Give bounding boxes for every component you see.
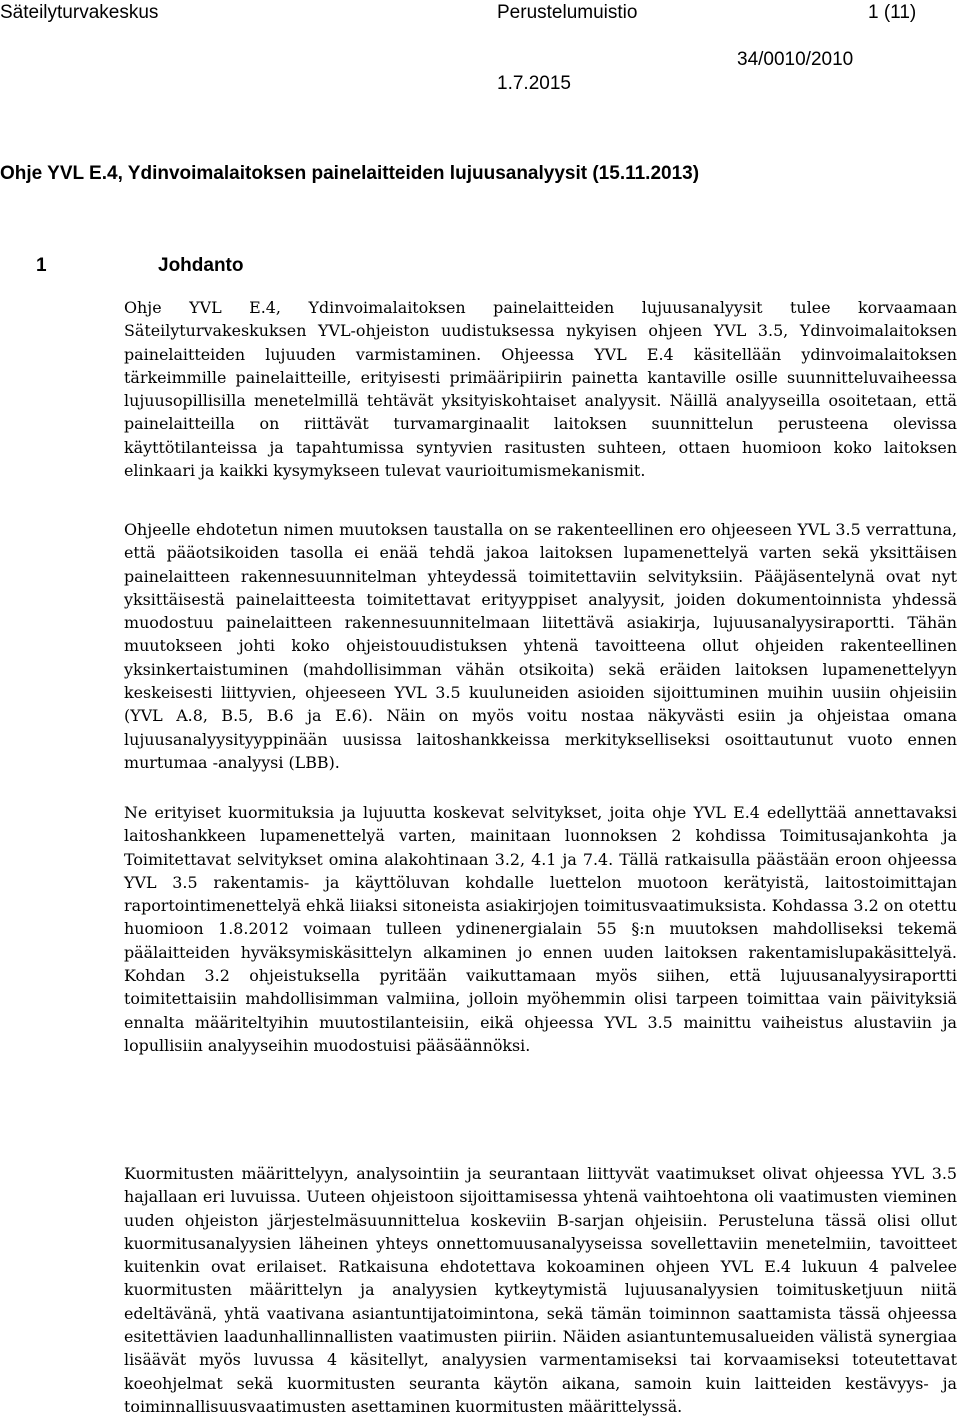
header-document-type: Perustelumuistio	[497, 2, 638, 23]
paragraph: Ne erityiset kuormituksia ja lujuutta koskevat selvitykset, joita ohje YVL E.4 edellyttää annettavaksi laitoshankkeen lupamenettelyä varten, mainitaan luonnoksen 2 kohdissa Toimitusajankohta ja Toimitettavat selvitykset omina alakohtinaan 3.2, 4.1 ja 7.4. Tällä ratkaisulla päästään eroon ohjeessa YVL 3.5 rakentamis- ja käyttöluvan kohdalle luettelon muotoon kerätyistä, laitostoimittajan raportointimenettelyä ehkä liiaksi sitoneista asiakirjojen toimitusvaatimuksista. Kohdassa 3.2 on otettu huomioon 1.8.2012 voimaan tulleen ydinenergialain 55 §:n muutoksen mahdolliseksi tekemä päälaitteiden hyväksymiskäsittelyn alkaminen jo ennen uuden laitoksen rakentamislupakäsittelyä. Kohdan 3.2 ohjeistuksella pyritään vaikuttamaan myös siihen, että lujuusanalyysiraportti toimitettaisiin mahdollisimman valmiina, jolloin myöhemmin olisi tarpeen toimittaa vain päivityksiä ennalta määriteltyihin muutostilanteisiin, eikä ohjeessa YVL 3.5 mainittu vaiheistus alustaviin ja lopullisiin analyyseihin muodostuisi pääsäännöksi.	[124, 803, 957, 1055]
paragraph: Kuormitusten määrittelyyn, analysointiin ja seurantaan liittyvät vaatimukset olivat ohjeessa YVL 3.5 hajallaan eri luvuissa. Uuteen ohjeistoon sijoittamisessa yhtenä vaihtoehtona oli vaatimusten vieminen uuden ohjeiston järjestelmäsuunnittelua koskeviin B-sarjan ohjeisiin. Perusteluna tässä olisi ollut kuormitusanalyysien läheinen yhteys onnettomuusanalyyseissa sovellettaviin menetelmiin, tavoitteet kuitenkin ovat erilaiset. Ratkaisuna ehdotettava kokoaminen ohjeen YVL E.4 lukuun 4 palvelee kuormitusten määrittelyn ja analyysien kytkeytymistä lujuusanalyysien toimitusketjuun niitä edeltävänä, yhtä vaativana asiantuntijatoimintona, sekä tämän toiminnon saattamista tässä ohjeessa esitettävien laadunhallinnallisten vaatimusten piiriin. Näiden asiantuntemusalueiden välistä synergiaa lisäävät myös luvussa 4 käsitellyt, analyysien varmentamiseksi tai korvaamiseksi toteutettavat koeohjelmat sekä kuormitusten seuranta käytön aikana, samoin kuin laitteiden kestävyys- ja toiminnallisuusvaatimusten asettaminen kuormitusten määrittelyssä.	[124, 1164, 957, 1416]
paragraph: Ohjeelle ehdotetun nimen muutoksen taustalla on se rakenteellinen ero ohjeeseen YVL 3.5 verrattuna, että pääotsikoiden tasolla ei enää tehdä jakoa laitoksen lupamenettelyä varten sekä yksittäisen painelaitteen rakennesuunnitelman yhteydessä toimitettaviin selvityksiin. Pääjäsentelynä ovat nyt yksittäisestä painelaitteesta toimitettavat erityyppiset analyysit, joiden dokumentoinnista yhdessä muodostuu painelaitteen rakennesuunnitelmaan liitettävä asiakirja, lujuusanalyysiraportti. Tähän muutokseen johti koko ohjeistouudistuksen yhtenä tavoitteena ollut ohjeiden rakenteellinen yksinkertaistuminen (mahdollisimman vähän otsikoita) sekä eräiden laitoksen lupamenettelyyn keskeisesti liittyvien, ohjeeseen YVL 3.5 kuuluneiden asioiden sijoittuminen muihin uusiin ohjeisiin (YVL A.8, B.5, B.6 ja E.6). Näin on myös voitu nostaa näkyvästi esiin ja ohjeistaa omana lujuusanalyysityyppinään uusissa laitoshankkeissa merkitykselliseksi osoittautunut vuoto ennen murtumaa -analyysi (LBB).	[124, 520, 957, 772]
header-organization: Säteilyturvakeskus	[0, 2, 159, 23]
section-title: Johdanto	[158, 255, 244, 276]
document-title: Ohje YVL E.4, Ydinvoimalaitoksen painelaitteiden lujuusanalyysit (15.11.2013)	[0, 163, 700, 184]
header-date: 1.7.2015	[497, 73, 571, 94]
section-heading	[0, 254, 244, 278]
header-page-indicator: 1 (11)	[868, 2, 917, 23]
header-reference-number: 34/0010/2010	[737, 49, 854, 70]
section-number: 1	[36, 255, 47, 276]
paragraph: Ohje YVL E.4, Ydinvoimalaitoksen painelaitteiden lujuusanalyysit tulee korvaamaan Säteilyturvakeskuksen YVL-ohjeiston uudistuksessa nykyisen ohjeen YVL 3.5, Ydinvoimalaitoksen painelaitteiden lujuuden varmistaminen. Ohjeessa YVL E.4 käsitellään ydinvoimalaitoksen tärkeimmille painelaitteille, erityisesti primääripiirin painetta kantaville osille suunnitteluvaiheessa lujuusopillisilla menetelmillä tehtävät yksityiskohtaiset analyysit. Näillä analyyseilla osoitetaan, että painelaitteilla on riittävät turvamarginaalit laitoksen suunnittelun perusteena olevissa käyttötilanteissa ja tapahtumissa syntyvien rasitusten suhteen, ottaen huomioon koko laitoksen elinkaari ja kaikki kysymykseen tulevat vaurioitumismekanismit.	[124, 298, 957, 481]
